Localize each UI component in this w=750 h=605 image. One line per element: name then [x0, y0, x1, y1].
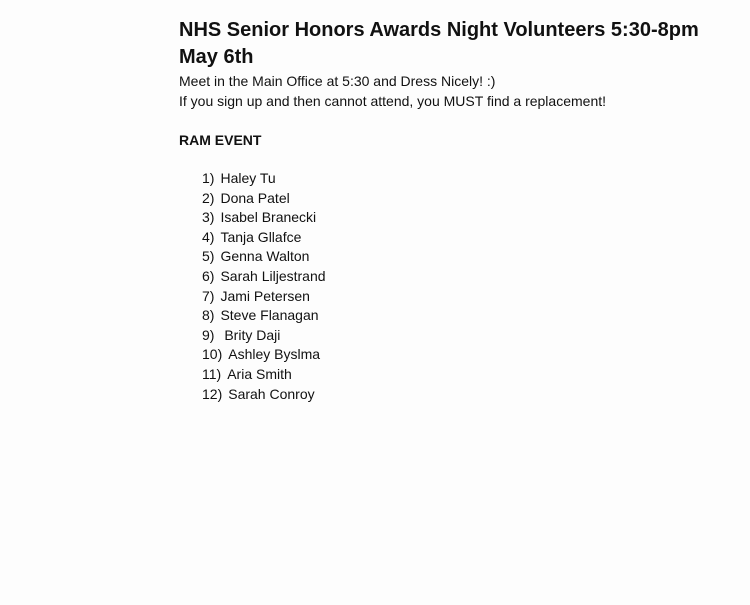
- item-number: 7): [202, 287, 215, 304]
- item-number: 1): [202, 170, 215, 186]
- list-item: [202, 169, 326, 189]
- volunteer-name: Steve Flanagan: [220, 307, 319, 324]
- item-number: 6): [202, 267, 215, 284]
- list-item: [202, 306, 326, 326]
- item-number: 9): [202, 326, 215, 343]
- volunteer-name: Ashley Byslma: [228, 346, 321, 363]
- list-item: [202, 365, 326, 385]
- instruction-line: Meet in the Main Office at 5:30 and Dress Nicely! :): [179, 73, 496, 89]
- instruction-line: If you sign up and then cannot attend, you MUST find a replacement!: [179, 93, 607, 109]
- item-number: 3): [202, 209, 215, 226]
- volunteer-name: Dona Patel: [220, 189, 290, 206]
- list-item: [202, 267, 326, 287]
- event-heading: RAM EVENT: [179, 132, 262, 148]
- item-number: 12): [202, 385, 223, 402]
- item-number: 11): [202, 365, 222, 382]
- volunteer-name: Sarah Conroy: [228, 385, 315, 402]
- item-number: 8): [202, 307, 215, 324]
- volunteer-name: Brity Daji: [220, 326, 281, 343]
- item-number: 10): [202, 346, 223, 363]
- item-number: 4): [202, 228, 215, 245]
- document-title: NHS Senior Honors Awards Night Volunteers 5:30-8pm May 6th: [179, 19, 699, 68]
- volunteer-name: Haley Tu: [220, 170, 276, 186]
- list-item: [202, 208, 326, 228]
- volunteer-name: Aria Smith: [227, 365, 292, 382]
- list-item: [202, 287, 326, 307]
- list-item: [202, 326, 326, 346]
- list-item: [202, 385, 326, 405]
- volunteer-name: Jami Petersen: [220, 287, 310, 304]
- list-item: [202, 228, 326, 248]
- list-item: [202, 247, 326, 267]
- item-number: 5): [202, 248, 215, 265]
- instructions: [179, 71, 606, 111]
- volunteer-name: Isabel Branecki: [220, 209, 317, 226]
- list-item: [202, 345, 326, 365]
- volunteer-name: Sarah Liljestrand: [220, 267, 326, 284]
- volunteer-name: Tanja Gllafce: [220, 228, 302, 245]
- volunteer-name: Genna Walton: [220, 248, 310, 265]
- volunteer-list: [202, 169, 326, 404]
- item-number: 2): [202, 189, 215, 206]
- list-item: [202, 189, 326, 209]
